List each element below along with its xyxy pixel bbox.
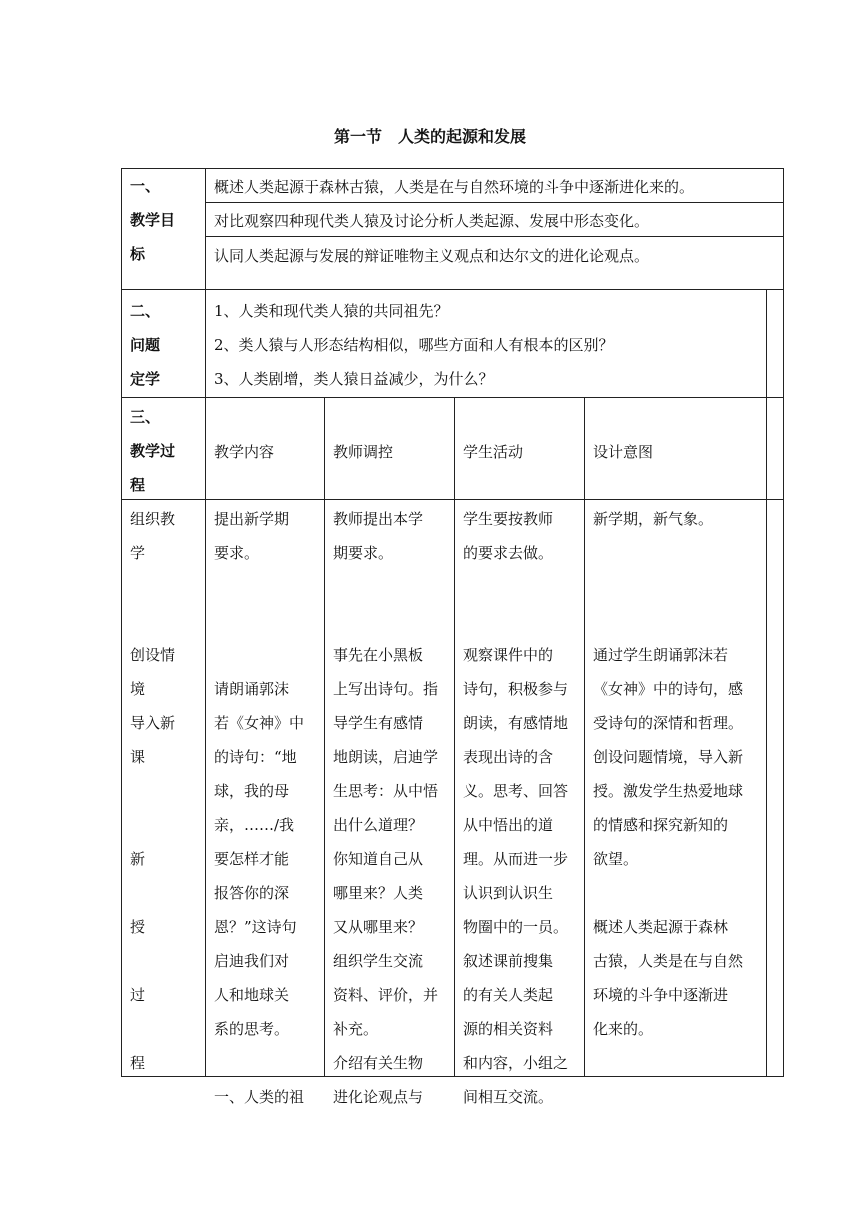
text-line: 地朗读，启迪学 [333,748,439,766]
table-border-left [121,168,122,1077]
text-line: 要怎样才能 [214,850,290,868]
text-line: 学 [130,544,146,562]
text-line: 授 [130,918,146,936]
text-line: 物圈中的一员。 [463,918,569,936]
text-line: 人和地球关 [214,986,290,1004]
text-line: 你知道自己从 [333,850,424,868]
text-line [130,808,175,842]
text-line: 欲望。 [593,850,639,868]
section2-label: 二、 问题 定学 [130,302,161,388]
text-line: 间相互交流。 [463,1088,554,1106]
header-teaching-content: 教学内容 [214,443,275,461]
text-line: 从中悟出的道 [463,816,554,834]
text-line: 授。激发学生热爱地球 [593,782,744,800]
text-line [593,1080,743,1114]
question-item: 2、类人猿与人形态结构相似，哪些方面和人有根本的区别？ [214,336,614,354]
text-line: 启迪我们对 [214,952,290,970]
text-line: 哪里来？人类 [333,884,424,902]
text-line: 若《女神》中 [214,714,305,732]
teacher-column [333,502,438,1114]
text-line: 恩？”这诗句 [214,918,297,936]
text-line [593,604,743,638]
text-line: 教师提出本学 [333,510,424,528]
text-line: 系的思考。 [214,1020,290,1038]
text-line: 组织教 [130,510,176,528]
text-line [214,1046,304,1080]
text-line [130,774,175,808]
text-line: 叙述课前搜集 [463,952,554,970]
goal-item: 概述人类起源于森林古猿，人类是在与自然环境的斗争中逐渐进化来的。 [214,178,695,196]
text-line: 源的相关资料 [463,1020,554,1038]
text-line: 资料、评价，并 [333,986,439,1004]
text-line [593,570,743,604]
text-line: 上写出诗句。指 [333,680,439,698]
text-line [214,570,304,604]
text-line: 认识到认识生 [463,884,554,902]
question-item: 3、人类剧增，类人猿日益减少，为什么？ [214,370,494,388]
text-line: 亲，……/我 [214,816,295,834]
content-column [214,502,304,1114]
text-line: 程 [130,1054,146,1072]
text-line [593,536,743,570]
text-line: 过 [130,986,146,1004]
text-line: 课 [130,748,146,766]
text-line: 导入新 [130,714,176,732]
text-line [214,604,304,638]
goal-divider-1 [205,202,783,203]
text-line [130,1012,175,1046]
text-line: 期要求。 [333,544,394,562]
table-border-right-inner [766,289,767,1077]
text-line: 表现出诗的含 [463,748,554,766]
text-line [130,944,175,978]
text-line: 境 [130,680,146,698]
text-line: 观察课件中的 [463,646,554,664]
text-line: 要求。 [214,544,260,562]
text-line [463,570,568,604]
text-line: 新学期，新气象。 [593,510,714,528]
text-line: 一、人类的祖 [214,1088,305,1106]
text-line: 组织学生交流 [333,952,424,970]
text-line [130,604,175,638]
text-line [214,638,304,672]
question-list [214,294,614,396]
header-teacher-control: 教师调控 [333,443,394,461]
text-line: 理。从而进一步 [463,850,569,868]
student-column [463,502,568,1114]
section-divider-2 [121,397,783,398]
text-line [593,1046,743,1080]
text-line: 诗句，积极参与 [463,680,569,698]
section3-label: 三、 教学过 程 [130,408,176,494]
text-line: 受诗句的深情和哲理。 [593,714,744,732]
header-divider [121,499,783,500]
text-line [130,876,175,910]
text-line: 《女神》中的诗句，感 [593,680,744,698]
header-student-activity: 学生活动 [463,443,524,461]
label-column-divider [205,168,206,1077]
text-line: 的诗句：“地 [214,748,297,766]
text-line: 创设问题情境，导入新 [593,748,744,766]
goal-item: 认同人类起源与发展的辩证唯物主义观点和达尔文的进化论观点。 [214,247,650,265]
text-line: 学生要按教师 [463,510,554,528]
goal-divider-2 [205,236,783,237]
text-line: 古猿，人类是在与自然 [593,952,744,970]
text-line: 导学生有感情 [333,714,424,732]
text-line: 和内容，小组之 [463,1054,569,1072]
table-border-right-outer [783,289,784,1077]
text-line [333,604,438,638]
text-line [463,604,568,638]
header-design-intent: 设计意图 [593,443,654,461]
text-line: 出什么道理？ [333,816,424,834]
table-border-right-upper [783,168,784,289]
text-line: 概述人类起源于森林 [593,918,729,936]
text-line: 义。思考、回答 [463,782,569,800]
text-line: 化来的。 [593,1020,654,1038]
text-line: 事先在小黑板 [333,646,424,664]
text-line: 提出新学期 [214,510,290,528]
text-line: 的情感和探究新知的 [593,816,729,834]
table-border-top [121,168,783,169]
stage-column [130,502,175,1114]
section1-label: 一、 教学目 标 [130,177,176,263]
text-line: 创设情 [130,646,176,664]
design-column [593,502,743,1114]
text-line: 请朗诵郭沫 [214,680,290,698]
text-line: 的有关人类起 [463,986,554,1004]
text-line [130,570,175,604]
text-line [130,1080,175,1114]
text-line: 报答你的深 [214,884,290,902]
text-line: 球，我的母 [214,782,290,800]
text-line: 通过学生朗诵郭沫若 [593,646,729,664]
question-item: 1、人类和现代类人猿的共同祖先？ [214,302,449,320]
text-line [593,876,743,910]
text-line: 朗读，有感情地 [463,714,569,732]
column-divider-1 [324,397,325,1077]
text-line [333,570,438,604]
goal-item: 对比观察四种现代类人猿及讨论分析人类起源、发展中形态变化。 [214,212,650,230]
text-line: 又从哪里来？ [333,918,424,936]
page-title: 第一节 人类的起源和发展 [333,127,526,146]
text-line: 的要求去做。 [463,544,554,562]
text-line: 新 [130,850,146,868]
text-line: 环境的斗争中逐渐进 [593,986,729,1004]
column-divider-3 [584,397,585,1077]
text-line: 生思考：从中悟 [333,782,439,800]
text-line: 补充。 [333,1020,379,1038]
section-divider-1 [121,289,783,290]
text-line: 介绍有关生物 [333,1054,424,1072]
column-divider-2 [454,397,455,1077]
text-line: 进化论观点与 [333,1088,424,1106]
